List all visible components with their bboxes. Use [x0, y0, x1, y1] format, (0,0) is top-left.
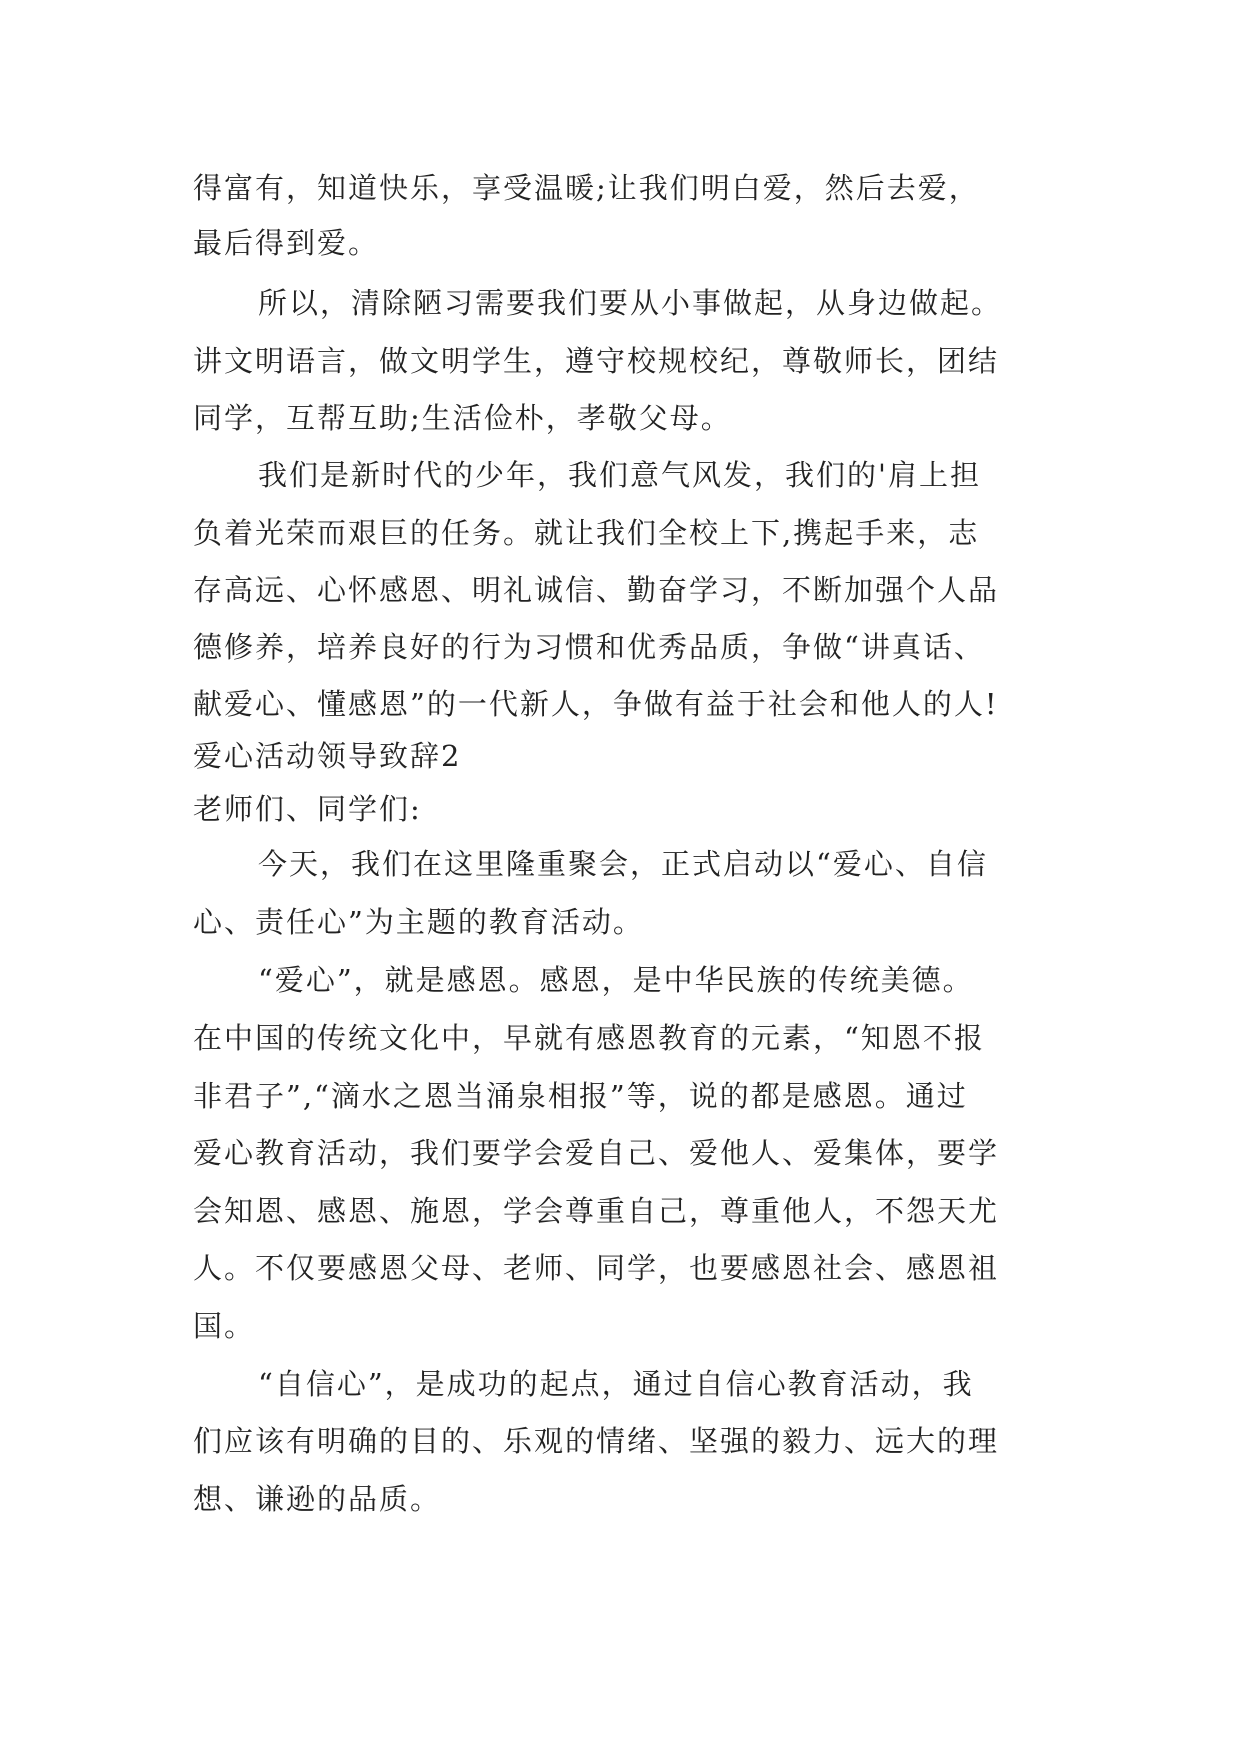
text-line: 人。不仅要感恩父母、老师、同学，也要感恩社会、感恩祖	[193, 1251, 1000, 1285]
text-line: 们应该有明确的目的、乐观的情绪、坚强的毅力、远大的理	[193, 1424, 1000, 1458]
text-line: 献爱心、懂感恩”的一代新人，争做有益于社会和他人的人!	[193, 687, 999, 721]
text-line: 同学，互帮互助;生活俭朴，孝敬父母。	[193, 401, 732, 435]
text-line: 德修养，培养良好的行为习惯和优秀品质，争做“讲真话、	[193, 630, 985, 664]
salutation: 老师们、同学们:	[193, 792, 422, 826]
text-line: 得富有，知道快乐，享受温暖;让我们明白爱，然后去爱，	[193, 171, 980, 205]
text-line: 讲文明语言，做文明学生，遵守校规校纪，尊敬师长，团结	[193, 344, 1000, 378]
text-line: 存高远、心怀感恩、明礼诚信、勤奋学习，不断加强个人品	[193, 573, 1000, 607]
text-line: 爱心教育活动，我们要学会爱自己、爱他人、爱集体，要学	[193, 1136, 1000, 1170]
text-line: 在中国的传统文化中，早就有感恩教育的元素，“知恩不报	[193, 1021, 985, 1055]
text-line: 负着光荣而艰巨的任务。就让我们全校上下,携起手来，志	[193, 516, 980, 550]
paragraph-start-line: 我们是新时代的少年，我们意气风发，我们的'肩上担	[258, 458, 981, 492]
paragraph-start-line: 所以，清除陋习需要我们要从小事做起，从身边做起。	[258, 286, 1003, 320]
text-line: 非君子”,“滴水之恩当涌泉相报”等，说的都是感恩。通过	[193, 1079, 968, 1113]
paragraph-start-line: “爱心”，就是感恩。感恩，是中华民族的传统美德。	[258, 963, 974, 997]
text-line: 最后得到爱。	[193, 226, 380, 260]
text-line: 想、谦逊的品质。	[193, 1482, 442, 1516]
text-line: 心、责任心”为主题的教育活动。	[193, 905, 644, 939]
text-line: 国。	[193, 1309, 256, 1343]
paragraph-start-line: “自信心”，是成功的起点，通过自信心教育活动，我	[258, 1367, 974, 1401]
paragraph-start-line: 今天，我们在这里隆重聚会，正式启动以“爱心、自信	[258, 847, 988, 881]
text-line: 会知恩、感恩、施恩，学会尊重自己，尊重他人，不怨天尤	[193, 1194, 1000, 1228]
section-heading: 爱心活动领导致辞2	[193, 739, 462, 773]
